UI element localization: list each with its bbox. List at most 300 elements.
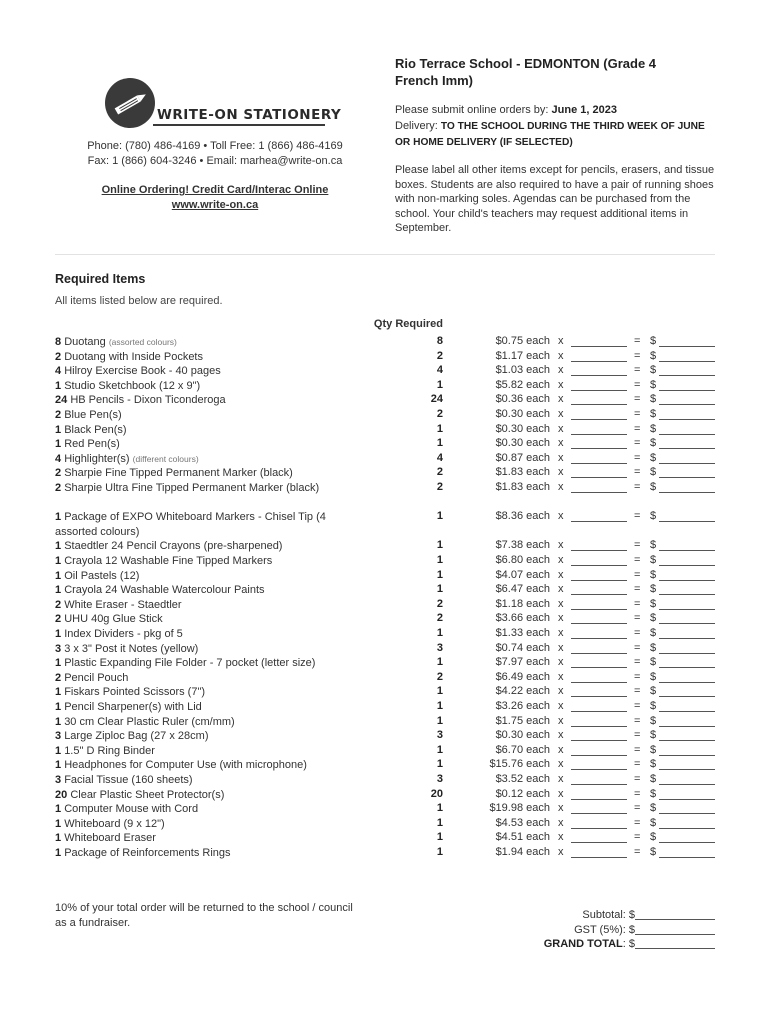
item-unit-price: $6.70 each [495, 743, 550, 756]
dollar-symbol: $ [650, 364, 657, 377]
qty-entry-blank[interactable] [571, 580, 627, 581]
item-label: Package of EXPO Whiteboard Markers - Chisel Tip (4 assorted colours) [55, 511, 326, 538]
dollar-symbol: $ [650, 700, 657, 712]
dollar-symbol: $ [650, 685, 657, 698]
item-label: Index Dividers - pkg of 5 [64, 628, 183, 640]
equals-symbol: = [634, 656, 641, 669]
equals-symbol: = [634, 554, 641, 566]
item-name [55, 466, 355, 481]
equals-symbol: = [634, 612, 641, 625]
item-label: Package of Reinforcements Rings [64, 847, 231, 859]
grand-total-label: GRAND TOTAL [543, 938, 623, 950]
item-qty-required: 1 [436, 685, 443, 698]
item-label: Highlighter(s) [64, 452, 130, 465]
grand-total-blank[interactable] [635, 948, 715, 949]
equals-symbol: = [634, 831, 641, 844]
qty-entry-blank[interactable] [571, 390, 627, 391]
line-total-blank[interactable] [659, 857, 715, 858]
dollar-symbol: $ [650, 539, 657, 552]
times-symbol: x [558, 831, 564, 844]
times-symbol: x [558, 437, 564, 450]
item-label: Whiteboard (9 x 12") [64, 817, 165, 830]
dollar-symbol: $ [650, 583, 657, 596]
item-unit-price: $1.18 each [495, 597, 550, 610]
label-note: Please label all other items except for pencils, erasers, and tissue boxes. Students are also required to have a pair of running shoes with non-marking soles. Agendas can be purchased from the school. Your child's teachers may request additional items in September. [395, 164, 715, 234]
item-qty-prefix: 1 [55, 569, 62, 582]
item-unit-price: $0.36 each [495, 393, 550, 406]
qty-entry-blank[interactable] [571, 448, 627, 449]
line-total-blank[interactable] [659, 842, 715, 843]
item-qty-prefix: 1 [55, 657, 62, 670]
dollar-symbol: $ [650, 510, 657, 523]
item-qty-prefix: 1 [55, 759, 62, 772]
item-unit-price: $0.30 each [495, 437, 550, 450]
equals-symbol: = [634, 816, 641, 829]
line-total-blank[interactable] [659, 799, 715, 800]
item-qty-required: 1 [436, 700, 443, 712]
line-total-blank[interactable] [659, 419, 715, 420]
equals-symbol: = [634, 758, 641, 771]
item-qty-required: 1 [436, 378, 443, 391]
item-unit-price: $6.80 each [495, 554, 550, 566]
qty-entry-blank[interactable] [571, 623, 627, 624]
item-name [55, 685, 355, 700]
item-unit-price: $0.75 each [495, 335, 550, 347]
line-total-blank[interactable] [659, 755, 715, 756]
qty-entry-blank[interactable] [571, 740, 627, 741]
equals-symbol: = [634, 393, 641, 406]
dollar-symbol: $ [650, 846, 657, 858]
delivery-info [395, 119, 715, 150]
gst-row [574, 924, 715, 936]
line-total-blank[interactable] [659, 404, 715, 405]
item-name [55, 554, 355, 569]
item-label: Whiteboard Eraser [64, 832, 156, 845]
item-unit-price: $0.74 each [495, 641, 550, 654]
item-unit-price: $4.07 each [495, 568, 550, 581]
qty-entry-blank[interactable] [571, 550, 627, 551]
item-name [55, 788, 355, 803]
item-qty-required: 1 [436, 539, 443, 552]
item-qty-required: 3 [436, 729, 443, 742]
qty-entry-blank[interactable] [571, 726, 627, 727]
item-unit-price: $1.17 each [495, 349, 550, 362]
line-total-blank[interactable] [659, 434, 715, 435]
dollar-symbol: $ [650, 816, 657, 829]
dollar-symbol: $ [650, 627, 657, 639]
item-qty-prefix: 2 [55, 409, 62, 421]
item-label: 30 cm Clear Plastic Ruler (cm/mm) [64, 715, 235, 728]
line-total-blank[interactable] [659, 390, 715, 391]
item-qty-prefix: 2 [55, 613, 62, 626]
item-unit-price: $19.98 each [489, 802, 550, 815]
qty-entry-blank[interactable] [571, 463, 627, 464]
submit-date: June 1, 2023 [551, 104, 617, 116]
equals-symbol: = [634, 641, 641, 654]
line-total-blank[interactable] [659, 813, 715, 814]
item-qty-required: 1 [436, 743, 443, 756]
delivery-label: Delivery: [395, 120, 441, 132]
qty-entry-blank[interactable] [571, 667, 627, 668]
item-unit-price: $5.82 each [495, 378, 550, 391]
qty-entry-blank[interactable] [571, 594, 627, 595]
item-qty-required: 1 [436, 831, 443, 844]
equals-symbol: = [634, 510, 641, 523]
item-qty-required: 2 [436, 481, 443, 493]
qty-entry-blank[interactable] [571, 682, 627, 683]
item-name [55, 393, 355, 408]
dollar-symbol: $ [650, 612, 657, 625]
item-unit-price: $6.47 each [495, 583, 550, 596]
times-symbol: x [558, 451, 564, 464]
item-qty-prefix: 1 [55, 715, 62, 728]
dollar-symbol: $ [650, 481, 657, 493]
item-qty-required: 1 [436, 554, 443, 566]
times-symbol: x [558, 597, 564, 610]
item-label: Headphones for Computer Use (with microphone) [64, 759, 307, 772]
times-symbol: x [558, 729, 564, 742]
pencil-logo-icon [105, 78, 155, 128]
item-unit-price: $4.22 each [495, 685, 550, 698]
item-unit-price: $4.51 each [495, 831, 550, 844]
online-ordering-link[interactable]: Online Ordering! Credit Card/Interac Online [101, 184, 329, 196]
line-total-blank[interactable] [659, 784, 715, 785]
qty-entry-blank[interactable] [571, 361, 627, 362]
subtotal-row [582, 909, 715, 921]
line-total-blank[interactable] [659, 609, 715, 610]
qty-entry-blank[interactable] [571, 346, 627, 347]
line-total-blank[interactable] [659, 769, 715, 770]
item-unit-price: $3.26 each [495, 700, 550, 712]
item-qty-required: 1 [436, 568, 443, 581]
equals-symbol: = [634, 846, 641, 858]
item-name [55, 598, 355, 613]
subtotal-label: Subtotal: $ [582, 909, 635, 921]
qty-entry-blank[interactable] [571, 375, 627, 376]
item-name [55, 350, 355, 365]
qty-entry-blank[interactable] [571, 477, 627, 478]
item-qty-required: 1 [436, 816, 443, 829]
times-symbol: x [558, 510, 564, 523]
item-label: 1.5" D Ring Binder [64, 744, 155, 757]
item-qty-required: 1 [436, 422, 443, 435]
item-unit-price: $8.36 each [495, 510, 550, 523]
item-qty-required: 2 [436, 597, 443, 610]
item-qty-required: 4 [436, 364, 443, 377]
item-qty-prefix: 3 [55, 642, 62, 655]
line-total-blank[interactable] [659, 623, 715, 624]
item-qty-prefix: 1 [55, 832, 62, 845]
qty-entry-blank[interactable] [571, 653, 627, 654]
item-label: Plastic Expanding File Folder - 7 pocket (letter size) [64, 657, 316, 670]
item-qty-required: 3 [436, 773, 443, 785]
item-name [55, 729, 355, 744]
logo-text: WRITE-ON STATIONERY [157, 107, 342, 123]
item-name [55, 802, 355, 817]
qty-entry-blank[interactable] [571, 711, 627, 712]
item-qty-prefix: 8 [55, 336, 62, 348]
line-total-blank[interactable] [659, 828, 715, 829]
qty-entry-blank[interactable] [571, 434, 627, 435]
dollar-symbol: $ [650, 554, 657, 566]
item-label: Duotang with Inside Pockets [64, 350, 203, 363]
equals-symbol: = [634, 422, 641, 435]
equals-symbol: = [634, 437, 641, 450]
item-qty-required: 20 [430, 787, 443, 800]
item-name [55, 656, 355, 671]
times-symbol: x [558, 714, 564, 727]
line-total-blank[interactable] [659, 550, 715, 551]
item-label: UHU 40g Glue Stick [64, 613, 163, 626]
times-symbol: x [558, 568, 564, 581]
qty-entry-blank[interactable] [571, 813, 627, 814]
item-name [55, 773, 355, 788]
times-symbol: x [558, 787, 564, 800]
item-name [55, 831, 355, 846]
grand-total-row [544, 938, 715, 950]
line-total-blank[interactable] [659, 565, 715, 566]
item-qty-required: 1 [436, 583, 443, 596]
qty-entry-blank[interactable] [571, 857, 627, 858]
line-total-blank[interactable] [659, 653, 715, 654]
line-total-blank[interactable] [659, 726, 715, 727]
item-label: Oil Pastels (12) [64, 569, 140, 582]
qty-entry-blank[interactable] [571, 828, 627, 829]
qty-entry-blank[interactable] [571, 755, 627, 756]
item-qty-required: 2 [436, 612, 443, 625]
equals-symbol: = [634, 670, 641, 683]
item-label: Facial Tissue (160 sheets) [64, 774, 193, 786]
contact-phone: Phone: (780) 486-4169 • Toll Free: 1 (866) 486-4169 [87, 140, 343, 152]
qty-entry-blank[interactable] [571, 492, 627, 493]
subtotal-blank[interactable] [635, 919, 715, 920]
qty-entry-blank[interactable] [571, 696, 627, 697]
item-qty-prefix: 2 [55, 598, 62, 611]
line-total-blank[interactable] [659, 594, 715, 595]
item-qty-prefix: 1 [55, 744, 62, 757]
item-name [55, 744, 355, 759]
item-unit-price: $1.75 each [495, 714, 550, 727]
item-qty-prefix: 1 [55, 511, 62, 524]
item-unit-price: $0.30 each [495, 422, 550, 435]
item-qty-prefix: 2 [55, 482, 62, 494]
item-qty-prefix: 1 [55, 701, 62, 713]
equals-symbol: = [634, 685, 641, 698]
item-name [55, 408, 355, 423]
item-qty-required: 3 [436, 641, 443, 654]
item-label: Studio Sketchbook (12 x 9") [64, 379, 201, 392]
item-label: Computer Mouse with Cord [64, 803, 199, 816]
item-name [55, 510, 355, 539]
item-unit-price: $6.49 each [495, 670, 550, 683]
item-label: Red Pen(s) [64, 438, 120, 451]
item-name [55, 758, 355, 773]
qty-entry-blank[interactable] [571, 769, 627, 770]
item-qty-prefix: 1 [55, 379, 62, 392]
item-qty-prefix: 1 [55, 584, 62, 597]
qty-entry-blank[interactable] [571, 842, 627, 843]
item-qty-prefix: 1 [55, 628, 62, 640]
line-total-blank[interactable] [659, 346, 715, 347]
times-symbol: x [558, 393, 564, 406]
dollar-symbol: $ [650, 641, 657, 654]
item-qty-prefix: 24 [55, 394, 68, 407]
times-symbol: x [558, 612, 564, 625]
dollar-symbol: $ [650, 437, 657, 450]
line-total-blank[interactable] [659, 492, 715, 493]
equals-symbol: = [634, 714, 641, 727]
item-qty-prefix: 4 [55, 452, 62, 465]
line-total-blank[interactable] [659, 580, 715, 581]
item-label: Clear Plastic Sheet Protector(s) [70, 788, 225, 801]
equals-symbol: = [634, 364, 641, 377]
item-label: Blue Pen(s) [64, 409, 122, 421]
item-label: Fiskars Pointed Scissors (7") [64, 686, 206, 699]
item-unit-price: $0.12 each [495, 787, 550, 800]
times-symbol: x [558, 685, 564, 698]
item-label: Sharpie Fine Tipped Permanent Marker (black) [64, 467, 293, 480]
dollar-symbol: $ [650, 335, 657, 347]
item-qty-prefix: 1 [55, 555, 62, 567]
dollar-symbol: $ [650, 743, 657, 756]
item-label: Sharpie Ultra Fine Tipped Permanent Marker (black) [64, 482, 320, 494]
item-name [55, 715, 355, 730]
equals-symbol: = [634, 539, 641, 552]
item-unit-price: $1.83 each [495, 466, 550, 479]
line-total-blank[interactable] [659, 667, 715, 668]
item-qty-required: 1 [436, 714, 443, 727]
dollar-symbol: $ [650, 466, 657, 479]
item-name [55, 612, 355, 627]
item-name [55, 846, 355, 861]
qty-entry-blank[interactable] [571, 565, 627, 566]
equals-symbol: = [634, 773, 641, 785]
qty-entry-blank[interactable] [571, 404, 627, 405]
dollar-symbol: $ [650, 714, 657, 727]
logo-underline [153, 124, 325, 126]
item-qty-prefix: 1 [55, 817, 62, 830]
item-name [55, 423, 355, 438]
item-qty-prefix: 2 [55, 467, 62, 480]
item-label: Black Pen(s) [64, 423, 127, 436]
item-name [55, 364, 355, 379]
dollar-symbol: $ [650, 758, 657, 771]
dollar-symbol: $ [650, 349, 657, 362]
times-symbol: x [558, 539, 564, 552]
qty-entry-blank[interactable] [571, 784, 627, 785]
item-qty-required: 2 [436, 670, 443, 683]
times-symbol: x [558, 743, 564, 756]
line-total-blank[interactable] [659, 682, 715, 683]
item-label: Hilroy Exercise Book - 40 pages [64, 365, 221, 378]
item-name [55, 379, 355, 394]
item-label: White Eraser - Staedtler [64, 598, 182, 611]
gst-blank[interactable] [635, 934, 715, 935]
line-total-blank[interactable] [659, 375, 715, 376]
website-link[interactable]: www.write-on.ca [171, 199, 259, 211]
dollar-symbol: $ [650, 670, 657, 683]
line-total-blank[interactable] [659, 711, 715, 712]
line-total-blank[interactable] [659, 361, 715, 362]
fundraiser-note: 10% of your total order will be returned to the school / council as a fundraiser. [55, 902, 353, 929]
equals-symbol: = [634, 627, 641, 639]
item-unit-price: $0.87 each [495, 451, 550, 464]
equals-symbol: = [634, 349, 641, 362]
dollar-symbol: $ [650, 378, 657, 391]
times-symbol: x [558, 802, 564, 815]
item-qty-required: 1 [436, 510, 443, 523]
contact-fax-email: Fax: 1 (866) 604-3246 • Email: marhea@write-on.ca [87, 155, 343, 167]
item-qty-prefix: 3 [55, 774, 62, 786]
times-symbol: x [558, 378, 564, 391]
dollar-symbol: $ [650, 802, 657, 815]
item-name [55, 583, 355, 598]
qty-entry-blank[interactable] [571, 609, 627, 610]
equals-symbol: = [634, 729, 641, 742]
line-total-blank[interactable] [659, 463, 715, 464]
header-divider [55, 254, 715, 255]
item-name [55, 481, 355, 496]
times-symbol: x [558, 481, 564, 493]
item-qty-prefix: 1 [55, 803, 62, 816]
line-total-blank[interactable] [659, 638, 715, 639]
times-symbol: x [558, 349, 564, 362]
item-label: Large Ziploc Bag (27 x 28cm) [64, 730, 209, 743]
item-label: Crayola 24 Washable Watercolour Paints [64, 584, 265, 597]
dollar-symbol: $ [650, 422, 657, 435]
item-qty-required: 2 [436, 349, 443, 362]
line-total-blank[interactable] [659, 477, 715, 478]
times-symbol: x [558, 641, 564, 654]
dollar-symbol: $ [650, 787, 657, 800]
qty-entry-blank[interactable] [571, 419, 627, 420]
line-total-blank[interactable] [659, 740, 715, 741]
item-qty-prefix: 1 [55, 423, 62, 436]
qty-entry-blank[interactable] [571, 799, 627, 800]
line-total-blank[interactable] [659, 696, 715, 697]
line-total-blank[interactable] [659, 448, 715, 449]
required-items-title: Required Items [55, 272, 146, 286]
item-name [55, 700, 355, 715]
item-label: Pencil Pouch [64, 671, 129, 684]
required-items-subtitle: All items listed below are required. [55, 295, 223, 307]
item-label: Staedtler 24 Pencil Crayons (pre-sharpened) [64, 540, 283, 553]
item-unit-price: $1.94 each [495, 846, 550, 858]
line-total-blank[interactable] [659, 521, 715, 522]
item-name [55, 335, 355, 350]
item-qty-required: 8 [436, 335, 443, 347]
item-qty-required: 1 [436, 656, 443, 669]
item-label: Crayola 12 Washable Fine Tipped Markers [64, 555, 273, 567]
item-qty-prefix: 4 [55, 365, 62, 378]
item-qty-prefix: 2 [55, 350, 62, 363]
equals-symbol: = [634, 378, 641, 391]
times-symbol: x [558, 816, 564, 829]
item-label: 3 x 3" Post it Notes (yellow) [64, 642, 199, 655]
equals-symbol: = [634, 408, 641, 420]
dollar-symbol: $ [650, 773, 657, 785]
item-qty-required: 24 [430, 393, 443, 406]
delivery-value: TO THE SCHOOL DURING THE THIRD WEEK OF JUNE OR HOME DELIVERY (IF SELECTED) [395, 121, 705, 148]
qty-entry-blank[interactable] [571, 638, 627, 639]
equals-symbol: = [634, 481, 641, 493]
item-qty-prefix: 1 [55, 438, 62, 451]
times-symbol: x [558, 408, 564, 420]
equals-symbol: = [634, 743, 641, 756]
qty-entry-blank[interactable] [571, 521, 627, 522]
equals-symbol: = [634, 597, 641, 610]
item-unit-price: $0.30 each [495, 408, 550, 420]
